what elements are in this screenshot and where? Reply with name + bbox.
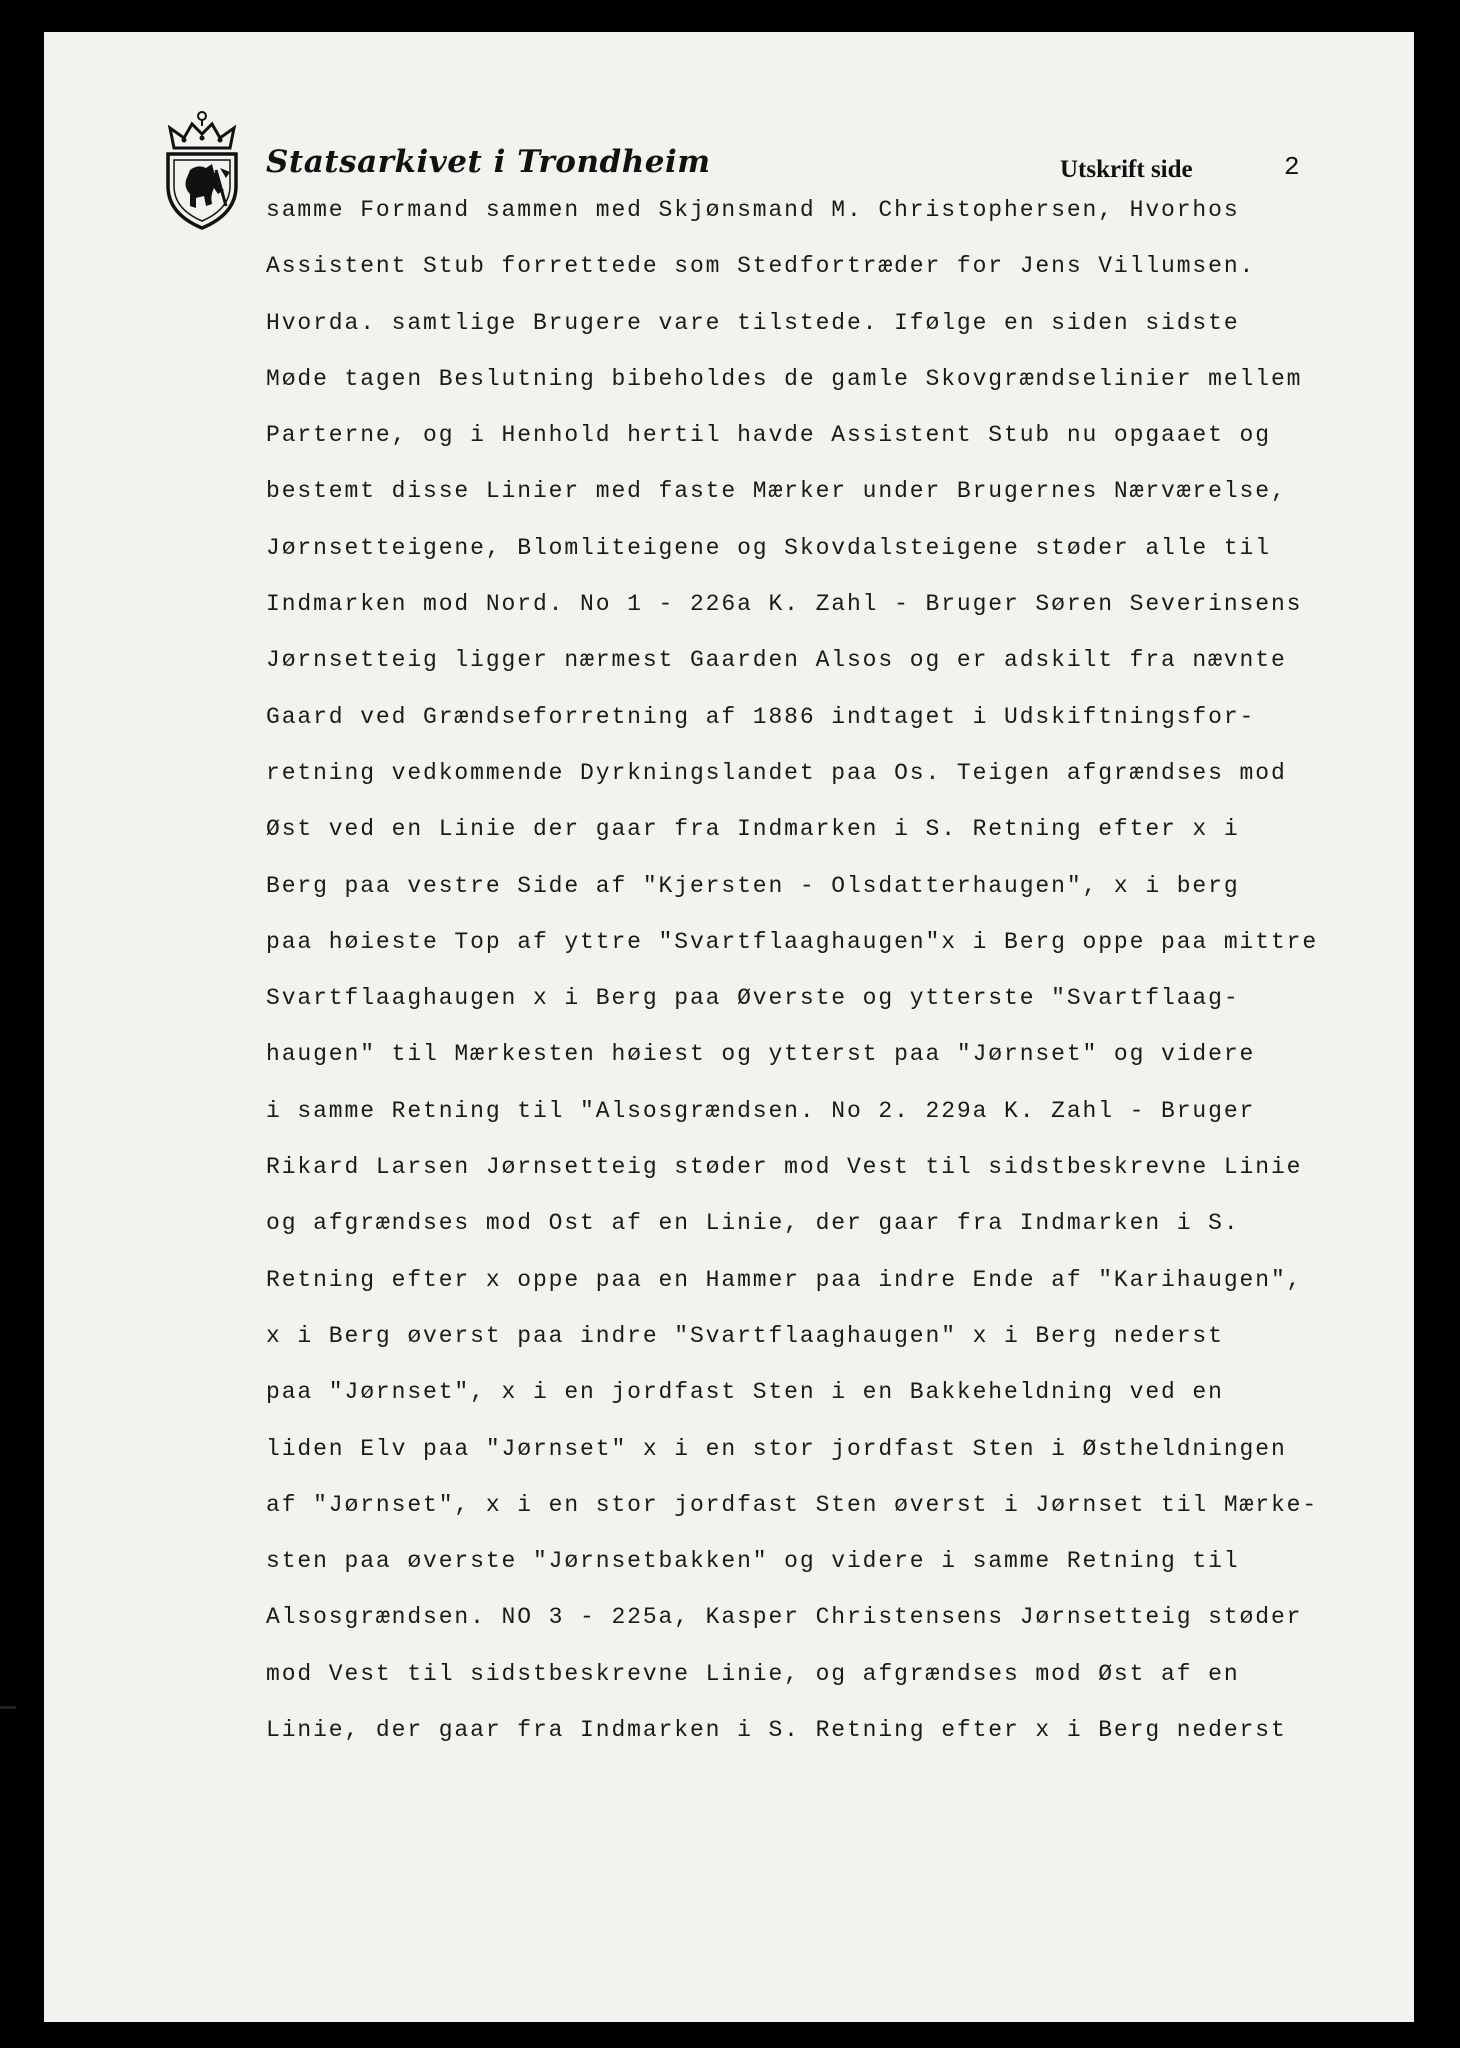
text-line: Assistent Stub forrettede som Stedfortræder for Jens Villumsen. xyxy=(266,253,1256,280)
margin-mark xyxy=(0,1706,16,1709)
text-line: sten paa øverste "Jørnsetbakken" og videre i samme Retning til xyxy=(266,1548,1240,1575)
text-line: retning vedkommende Dyrkningslandet paa Os. Teigen afgrændses mod xyxy=(266,759,1287,786)
text-line: Møde tagen Beslutning bibeholdes de gamle Skovgrændselinier mellem xyxy=(266,365,1303,392)
text-line: Svartflaaghaugen x i Berg paa Øverste og ytterste "Svartflaag- xyxy=(266,985,1240,1012)
page-number: 2 xyxy=(1284,152,1300,182)
archive-name: Statsarkivet i Trondheim xyxy=(266,144,711,180)
typed-body-text xyxy=(266,182,1406,1758)
text-line: Hvorda. samtlige Brugere vare tilstede. Ifølge en siden sidste xyxy=(266,309,1240,336)
text-line: Linie, der gaar fra Indmarken i S. Retning efter x i Berg nederst xyxy=(266,1717,1287,1744)
text-line: Rikard Larsen Jørnsetteig støder mod Vest til sidstbeskrevne Linie xyxy=(266,1154,1303,1181)
text-line: paa høieste Top af yttre "Svartflaaghaugen"x i Berg oppe paa mittre xyxy=(266,928,1319,955)
text-line: Jørnsetteig ligger nærmest Gaarden Alsos og er adskilt fra nævnte xyxy=(266,647,1287,674)
text-line: Jørnsetteigene, Blomliteigene og Skovdalsteigene støder alle til xyxy=(266,534,1271,561)
text-line: paa "Jørnset", x i en jordfast Sten i en Bakkeheldning ved en xyxy=(266,1379,1224,1406)
text-line: Berg paa vestre Side af "Kjersten - Olsdatterhaugen", x i berg xyxy=(266,872,1240,899)
text-line: Gaard ved Grændseforretning af 1886 indtaget i Udskiftningsfor- xyxy=(266,703,1256,730)
text-line: Indmarken mod Nord. No 1 - 226a K. Zahl - Bruger Søren Severinsens xyxy=(266,591,1303,618)
text-line: af "Jørnset", x i en stor jordfast Sten øverst i Jørnset til Mærke- xyxy=(266,1491,1319,1518)
text-line: Parterne, og i Henhold hertil havde Assistent Stub nu opgaaet og xyxy=(266,422,1271,449)
text-line: x i Berg øverst paa indre "Svartflaaghaugen" x i Berg nederst xyxy=(266,1322,1224,1349)
text-line: og afgrændses mod Ost af en Linie, der gaar fra Indmarken i S. xyxy=(266,1210,1240,1237)
text-line: liden Elv paa "Jørnset" x i en stor jordfast Sten i Østheldningen xyxy=(266,1435,1287,1462)
text-line: i samme Retning til "Alsosgrændsen. No 2. 229a K. Zahl - Bruger xyxy=(266,1097,1256,1124)
text-line: Øst ved en Linie der gaar fra Indmarken i S. Retning efter x i xyxy=(266,816,1240,843)
page-label: Utskrift side xyxy=(1060,156,1193,183)
document-page xyxy=(44,32,1414,2022)
norwegian-coat-of-arms-icon xyxy=(160,110,244,230)
text-line: bestemt disse Linier med faste Mærker under Brugernes Nærværelse, xyxy=(266,478,1287,505)
text-line: haugen" til Mærkesten høiest og ytterst paa "Jørnset" og videre xyxy=(266,1041,1256,1068)
text-line: Alsosgrændsen. NO 3 - 225a, Kasper Christensens Jørnsetteig støder xyxy=(266,1604,1303,1631)
text-line: Retning efter x oppe paa en Hammer paa indre Ende af "Karihaugen", xyxy=(266,1266,1303,1293)
text-line: samme Formand sammen med Skjønsmand M. Christophersen, Hvorhos xyxy=(266,197,1240,223)
text-line: mod Vest til sidstbeskrevne Linie, og afgrændses mod Øst af en xyxy=(266,1660,1240,1687)
